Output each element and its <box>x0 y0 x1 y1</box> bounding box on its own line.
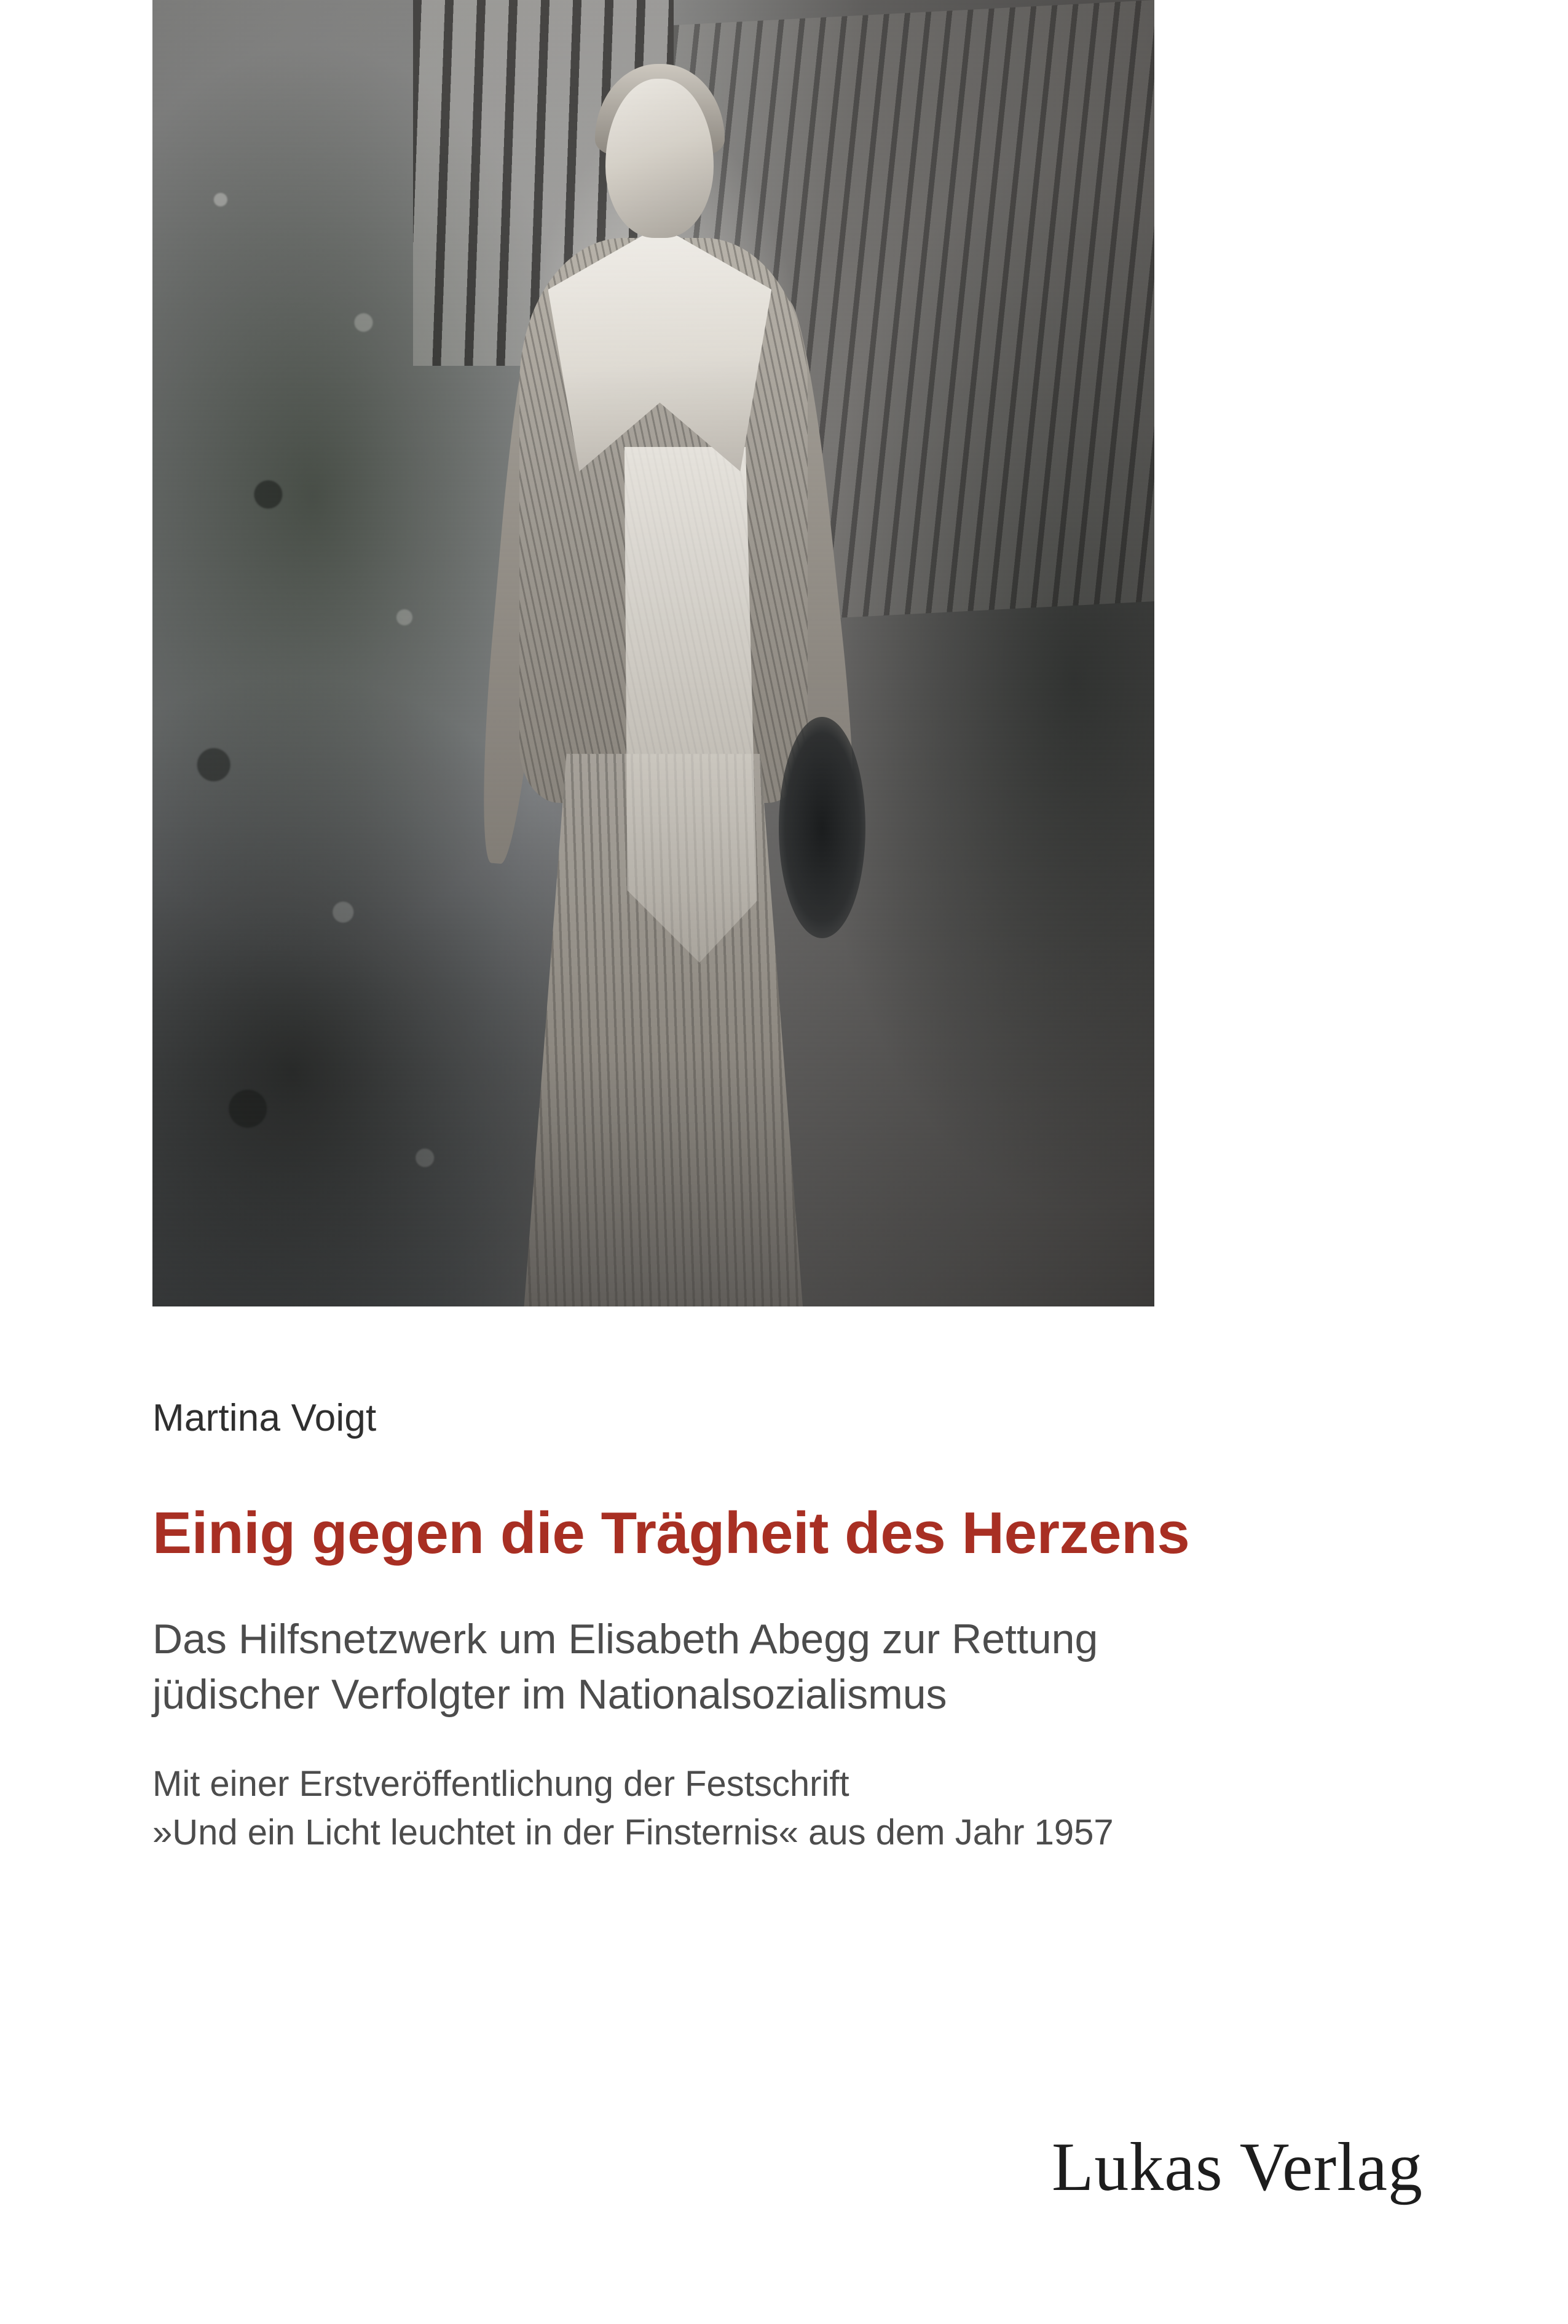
book-subtitle <box>152 1611 1382 1723</box>
figure-shadow-object <box>779 717 865 938</box>
book-note <box>152 1760 1388 1857</box>
woman-figure <box>483 79 844 1307</box>
cover-photograph <box>152 0 1154 1306</box>
book-note-line-2: »Und ein Licht leuchtet in der Finsternis« aus dem Jahr 1957 <box>152 1812 1114 1853</box>
book-subtitle-line-2: jüdischer Verfolgter im Nationalsozialismus <box>152 1671 947 1718</box>
book-note-line-1: Mit einer Erstveröffentlichung der Festschrift <box>152 1764 849 1804</box>
garden-foliage <box>152 52 493 1281</box>
cover-text-block <box>152 1396 1419 1857</box>
figure-apron <box>613 447 757 963</box>
book-title: Einig gegen die Trägheit des Herzens <box>152 1500 1190 1567</box>
publisher-logo: Lukas Verlag <box>1052 2129 1423 2205</box>
author-name: Martina Voigt <box>152 1397 377 1439</box>
book-subtitle-line-1: Das Hilfsnetzwerk um Elisabeth Abegg zur Rettung <box>152 1615 1098 1662</box>
